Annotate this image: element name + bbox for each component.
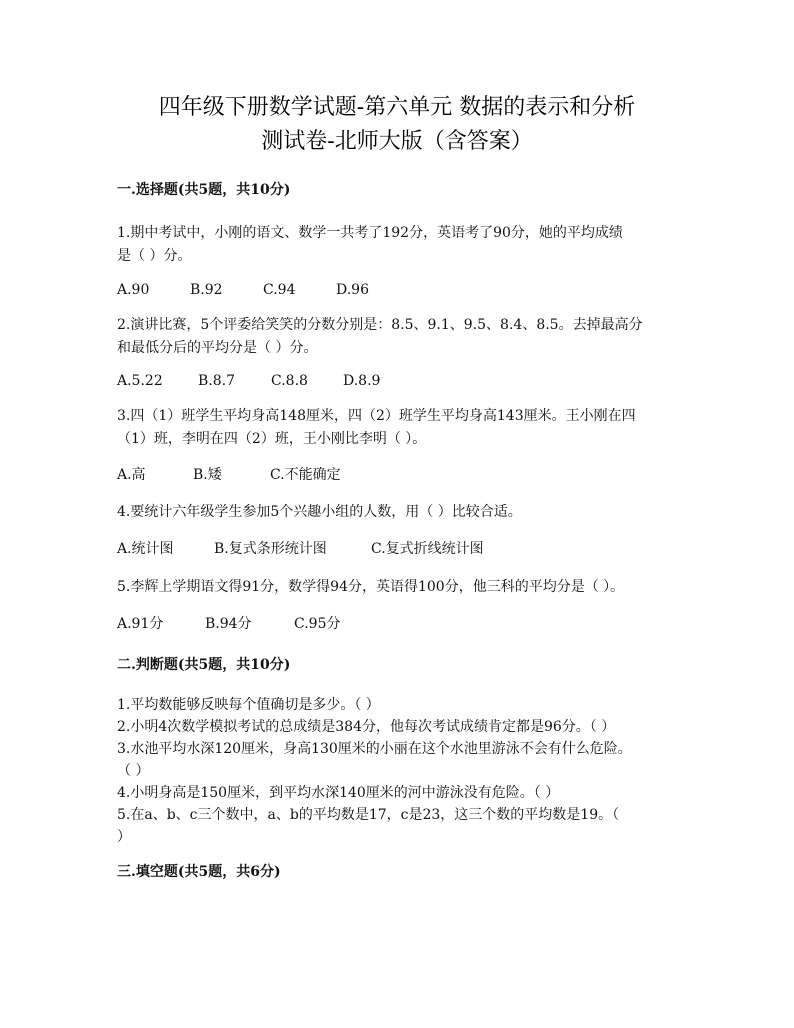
list-item: 2.小明4次数学模拟考试的总成绩是384分，他每次考试成绩肯定都是96分。（ ） xyxy=(117,719,616,735)
question-text: 5.李辉上学期语文得91分，数学得94分，英语得100分，他三科的平均分是（ ）。 xyxy=(117,579,625,595)
question-text: （1）班，李明在四（2）班，王小刚比李明（ ）。 xyxy=(117,431,427,447)
option: C.复式折线统计图 xyxy=(371,541,484,557)
question-3 xyxy=(117,405,677,451)
option: B.复式条形统计图 xyxy=(214,541,327,557)
option: B.8.7 xyxy=(198,373,236,389)
list-item: （ ） xyxy=(117,763,150,779)
option: D.8.9 xyxy=(343,373,381,389)
option: C.94 xyxy=(263,282,296,298)
section-heading-choice: 一.选择题(共5题，共10分) xyxy=(117,182,291,198)
question-text: 2.演讲比赛，5个评委给笑笑的分数分别是：8.5、9.1、9.5、8.4、8.5。去掉最高分 xyxy=(117,317,643,333)
list-item: 3.水池平均水深120厘米，身高130厘米的小丽在这个水池里游泳不会有什么危险。 xyxy=(117,741,632,757)
option: B.矮 xyxy=(193,467,222,483)
question-text: 4.要统计六年级学生参加5个兴趣小组的人数，用（ ）比较合适。 xyxy=(117,504,522,520)
section-heading-fill-blank: 三.填空题(共5题，共6分) xyxy=(117,864,281,880)
option: C.不能确定 xyxy=(270,467,341,483)
question-text: 是（ ）分。 xyxy=(117,248,192,264)
option: A.5.22 xyxy=(117,373,163,389)
option: A.统计图 xyxy=(117,541,174,557)
judgement-list xyxy=(117,694,677,848)
question-5 xyxy=(117,576,677,599)
list-item: 5.在a、b、c三个数中，a、b的平均数是17，c是23，这三个数的平均数是19。（ xyxy=(117,807,620,823)
option: A.90 xyxy=(117,282,150,298)
option: D.96 xyxy=(336,282,369,298)
document-title-line1: 四年级下册数学试题-第六单元 数据的表示和分析 xyxy=(158,95,636,120)
list-item: 1.平均数能够反映每个值确切是多少。（ ） xyxy=(117,697,380,713)
option: B.92 xyxy=(190,282,223,298)
option: C.95分 xyxy=(294,616,341,632)
list-item: ） xyxy=(117,829,131,845)
question-1 xyxy=(117,222,677,268)
option: A.高 xyxy=(117,467,146,483)
section-heading-judgement: 二.判断题(共5题，共10分) xyxy=(117,657,291,673)
document-title-line2: 测试卷-北师大版（含答案） xyxy=(261,129,533,154)
question-4 xyxy=(117,501,677,524)
question-text: 3.四（1）班学生平均身高148厘米，四（2）班学生平均身高143厘米。王小刚在四 xyxy=(117,408,636,424)
option: A.91分 xyxy=(117,616,164,632)
question-text: 和最低分后的平均分是（ ）分。 xyxy=(117,340,318,356)
question-2 xyxy=(117,314,677,360)
option: B.94分 xyxy=(205,616,252,632)
question-text: 1.期中考试中，小刚的语文、数学一共考了192分，英语考了90分，她的平均成绩 xyxy=(117,225,623,241)
option: C.8.8 xyxy=(271,373,308,389)
list-item: 4.小明身高是150厘米，到平均水深140厘米的河中游泳没有危险。（ ） xyxy=(117,785,560,801)
